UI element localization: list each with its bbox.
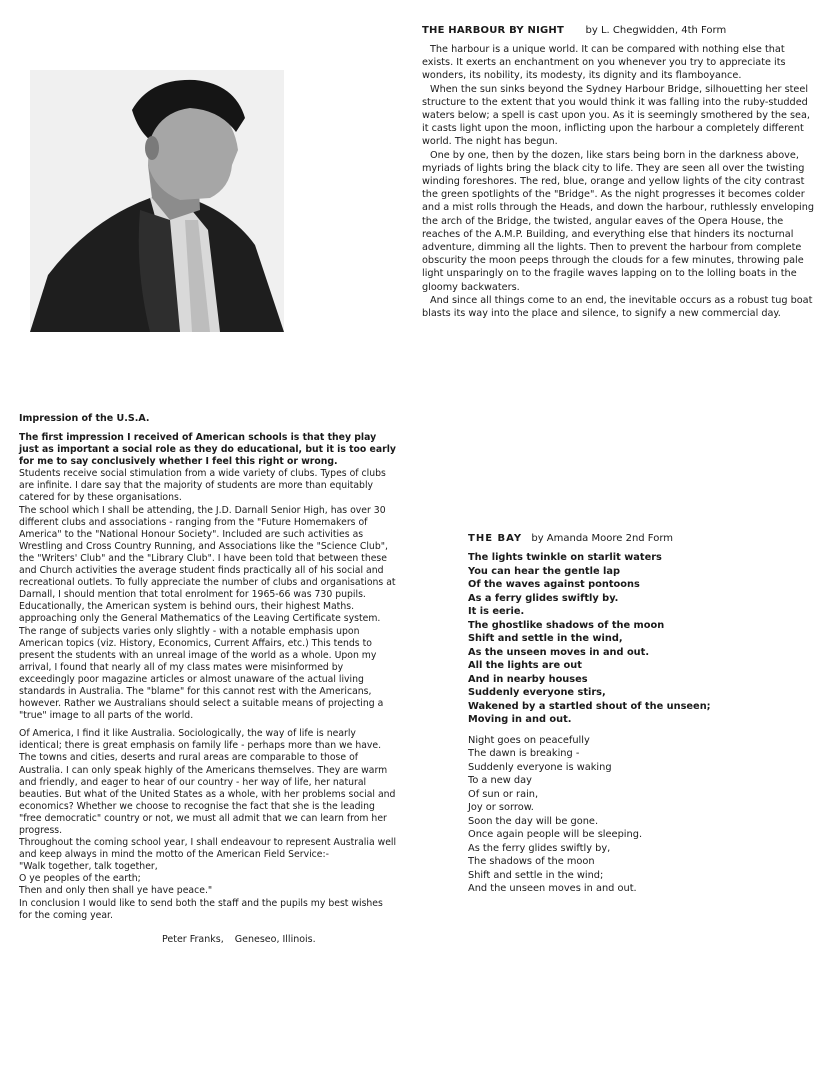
bay-title: THE BAY <box>468 533 523 544</box>
poem-line: Wakened by a startled shout of the unseen; <box>468 700 711 712</box>
poem-line: And in nearby houses <box>468 673 588 685</box>
poem-line: And the unseen moves in and out. <box>468 883 637 894</box>
usa-signature <box>19 934 397 946</box>
poem-line: Shift and settle in the wind, <box>468 633 623 644</box>
poem-line: It is eerie. <box>468 606 525 617</box>
harbour-title: THE HARBOUR BY NIGHT <box>422 25 565 36</box>
poem-line: The dawn is breaking - <box>468 748 580 759</box>
poem-line: All the lights are out <box>468 660 582 671</box>
portrait-photo <box>30 70 284 332</box>
usa-paragraph: Educationally, the American system is behind ours, their highest Maths. approaching only the General Mathematics of the Leaving Certificate system. The range of subjects varies only slightly - with a notable emphasis upon American topics (viz. History, Economics, Current Affairs, etc.) This tends to present the students with an unreal image of the world as a whole. Upon my arrival, I found that nearly all of my class mates were misinformed by exceedingly poor magazine articles or almost unaware of the actual living standards in Australia. The "blame" for this cannot rest with the Americans, however. Rather we Australians should select a suitable means of projecting a "true" image to all parts of the world. <box>19 601 384 722</box>
poem-line: Of sun or rain, <box>468 788 539 800</box>
harbour-article <box>422 24 818 320</box>
poem-line: As the unseen moves in and out. <box>468 646 650 658</box>
usa-motto-line: "Walk together, talk together, <box>19 861 158 873</box>
poem-line: Of the waves against pontoons <box>468 579 640 590</box>
poem-line: Suddenly everyone is waking <box>468 761 612 773</box>
poem-line: Shift and settle in the wind; <box>468 869 604 881</box>
signature-place: Geneseo, Illinois. <box>234 933 316 945</box>
poem-line: You can hear the gentle lap <box>468 565 621 577</box>
poem-line: The ghostlike shadows of the moon <box>468 619 665 631</box>
poem-line: As the ferry glides swiftly by, <box>468 842 611 854</box>
poem-line: Moving in and out. <box>468 714 572 725</box>
harbour-paragraph: The harbour is a unique world. It can be compared with nothing else that exists. It exerts an enchantment on you whenever you try to appreciate its wonders, its nobility, its modesty, its dignity and its flamboyance. <box>422 44 786 82</box>
bay-byline: by Amanda Moore 2nd Form <box>531 533 673 544</box>
poem-line: Night goes on peacefully <box>468 734 590 746</box>
poem-line: Soon the day will be gone. <box>468 815 599 827</box>
usa-paragraph: Throughout the coming school year, I shall endeavour to represent Australia well and keep always in mind the motto of the American Field Service:- <box>19 837 397 861</box>
harbour-paragraph: And since all things come to an end, the inevitable occurs as a robust tug boat blasts its way into the place and silence, to signify a new commercial day. <box>422 294 813 320</box>
poem-line: To a new day <box>468 775 532 786</box>
usa-paragraph: In conclusion I would like to send both the staff and the pupils my best wishes for the coming year. <box>19 897 383 921</box>
poem-line: Once again people will be sleeping. <box>468 829 643 840</box>
poem-line: The lights twinkle on starlit waters <box>468 552 662 563</box>
usa-motto-line: Then and only then shall ye have peace." <box>19 885 213 897</box>
bay-stanza-2 <box>468 734 788 896</box>
bay-heading <box>468 532 788 545</box>
poem-line: As a ferry glides swiftly by. <box>468 592 619 604</box>
usa-article <box>19 413 397 946</box>
poem-line: The shadows of the moon <box>468 856 595 867</box>
usa-paragraph: Of America, I find it like Australia. Sociologically, the way of life is nearly identical; there is great emphasis on family life - perhaps more than we have. The towns and cities, deserts and rural areas are comparable to those of Australia. I can only speak highly of the Americans themselves. They are warm and friendly, and eager to hear of our country - her way of life, her natural beauties. But what of the United States as a whole, with her problems social and economics? Whether we choose to recognise the fact that she is the leading "free democratic" country or not, we must all admit that we can learn from her progress. <box>19 728 396 836</box>
usa-intro: The first impression I received of American schools is that they play just as important a social role as they do educational, but it is too early for me to say conclusively whether I feel this right or wrong. <box>19 432 396 468</box>
bay-stanza-1 <box>468 551 788 727</box>
harbour-paragraph: When the sun sinks beyond the Sydney Harbour Bridge, silhouetting her steel structure to the extent that you would think it was falling into the ruby-studded waters below; a spell is cast upon you. As it is seemingly smothered by the sea, it casts light upon the moon, inflicting upon the harbour a completely different world. The night has begun. <box>422 83 811 148</box>
harbour-byline: by L. Chegwidden, 4th Form <box>585 25 727 36</box>
usa-paragraph: Students receive social stimulation from a wide variety of clubs. Types of clubs are infinite. I dare say that the majority of students are more than equitably catered for by these organisations. <box>19 468 386 504</box>
usa-paragraph: The school which I shall be attending, the J.D. Darnall Senior High, has over 30 different clubs and associations - ranging from the "Future Homemakers of America" to the "National Honour Society". Included are such activities as Wrestling and Cross Country Running, and Associations like the "Science Club", the "Writers' Club" and the "Library Club". I have been told that between these and Church activities the average student finds practically all of his social and recreational outlets. To fully appreciate the number of clubs and organisations at Darnall, I should mention that total enrolment for 1965-66 was 730 pupils. <box>19 504 396 601</box>
bay-poem <box>468 532 788 896</box>
poem-line: Joy or sorrow. <box>468 802 534 813</box>
poem-line: Suddenly everyone stirs, <box>468 687 606 698</box>
harbour-heading <box>422 24 818 37</box>
portrait-illustration <box>30 70 284 332</box>
usa-motto-line: O ye peoples of the earth; <box>19 873 141 885</box>
harbour-paragraph: One by one, then by the dozen, like stars being born in the darkness above, myriads of lights bring the black city to life. They are seen all over the twisting winding foreshores. The red, blue, orange and yellow lights of the city contrast the green spotlights of the "Bridge". As the night progresses it becomes colder and a mist rolls through the Heads, and down the harbour, ruthlessly enveloping the arch of the Bridge, the twisted, angular eaves of the Opera House, the reaches of the A.M.P. Building, and everything else that hinders its nocturnal adventure, dimming all the lights. Then to prevent the harbour from complete obscurity the moon peeps through the clouds for a few minutes, throwing pale light unsparingly on to the fragile waves lapping on to the lolling boats in the gloomy backwaters. <box>422 149 815 293</box>
signature-name: Peter Franks, <box>162 933 224 945</box>
usa-title: Impression of the U.S.A. <box>19 413 150 424</box>
